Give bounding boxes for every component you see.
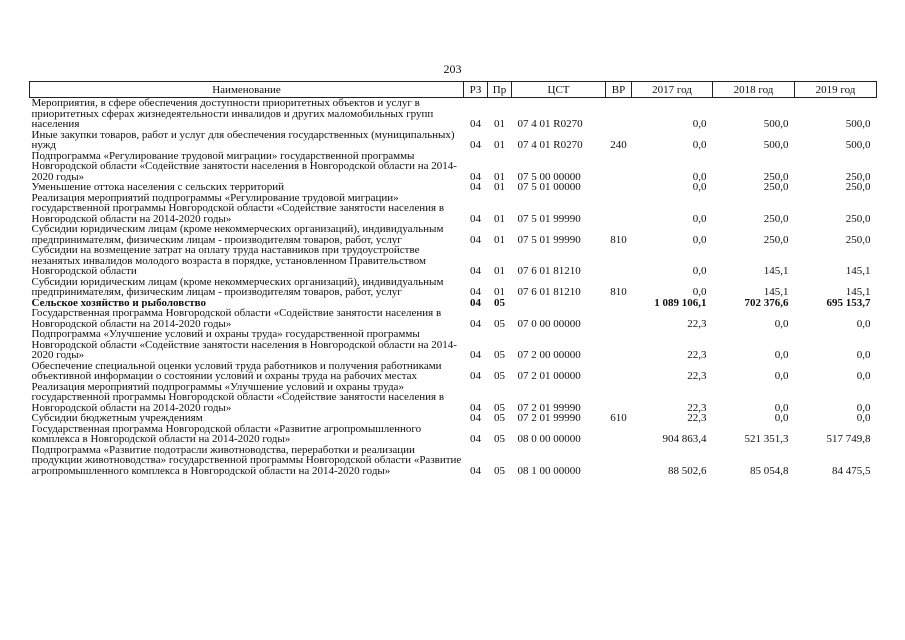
cell-pr: 01 xyxy=(494,170,505,182)
cell-cst: 07 2 01 99990 xyxy=(517,401,581,413)
cell-name: Государственная программа Новгородской области «Содействие занятости населения в Новгородской области на 2014-2020 годы» xyxy=(31,308,442,329)
cell-vr xyxy=(606,193,632,225)
cell-cst: 07 5 00 00000 xyxy=(517,170,581,182)
cell-2017: 0,0 xyxy=(692,286,707,298)
table-row xyxy=(30,130,877,151)
cell-2018: 85 054,8 xyxy=(750,464,789,476)
cell-cst: 07 5 01 00000 xyxy=(517,182,581,193)
cell-2019: 0,0 xyxy=(856,317,871,329)
cell-name: Сельское хозяйство и рыболовство xyxy=(31,297,206,308)
cell-name: Обеспечение специальной оценки условий труда работников и получения работниками объективной информации о состоянии условий и охраны труда на рабочих местах xyxy=(31,360,442,382)
table-row xyxy=(30,224,877,245)
cell-vr: 240 xyxy=(610,139,627,151)
table-row xyxy=(30,424,877,445)
cell-rz: 04 xyxy=(470,433,481,445)
table-row xyxy=(30,245,877,277)
cell-rz: 04 xyxy=(470,233,481,245)
cell-2018: 0,0 xyxy=(774,349,789,361)
cell-name: Иные закупки товаров, работ и услуг для обеспечения государственных (муниципальных) нужд xyxy=(31,129,455,151)
table-row xyxy=(30,98,877,130)
cell-2017: 0,0 xyxy=(692,118,707,130)
cell-pr: 05 xyxy=(494,349,505,361)
table-row xyxy=(30,413,877,424)
cell-2019: 145,1 xyxy=(845,265,871,277)
cell-pr: 05 xyxy=(494,464,505,476)
cell-rz: 04 xyxy=(470,370,481,382)
cell-2018: 500,0 xyxy=(763,139,789,151)
cell-cst: 07 2 00 00000 xyxy=(517,349,581,361)
header-name: Наименование xyxy=(30,82,464,98)
cell-vr xyxy=(606,245,632,277)
cell-2017: 22,3 xyxy=(687,401,707,413)
cell-2018: 250,0 xyxy=(763,170,789,182)
table-row xyxy=(30,151,877,183)
cell-pr: 01 xyxy=(494,286,505,298)
cell-pr: 01 xyxy=(494,212,505,224)
cell-cst: 07 6 01 81210 xyxy=(517,265,581,277)
cell-cst xyxy=(512,298,606,309)
cell-pr: 01 xyxy=(494,139,505,151)
cell-name: Государственная программа Новгородской области «Развитие агропромышленного комплекса в Новгородской области на 2014-2020 годы» xyxy=(31,423,422,445)
cell-rz: 04 xyxy=(470,182,481,193)
cell-rz: 04 xyxy=(470,139,481,151)
cell-cst: 08 0 00 00000 xyxy=(517,433,581,445)
cell-2019: 0,0 xyxy=(856,370,871,382)
header-row xyxy=(30,82,877,98)
cell-2018: 0,0 xyxy=(774,413,789,424)
cell-pr: 01 xyxy=(494,233,505,245)
cell-cst: 08 1 00 00000 xyxy=(517,464,581,476)
cell-2017: 88 502,6 xyxy=(668,464,707,476)
cell-name: Субсидии бюджетным учреждениям xyxy=(31,413,203,424)
cell-name: Субсидии на возмещение затрат на оплату труда наставников при трудоустройстве незанятых инвалидов молодого возраста в порядке, установленном Правительством Новгородской области xyxy=(31,245,427,277)
cell-pr: 01 xyxy=(494,265,505,277)
cell-2019: 145,1 xyxy=(845,286,871,298)
cell-cst: 07 0 00 00000 xyxy=(517,317,581,329)
cell-2018: 250,0 xyxy=(763,212,789,224)
cell-2019: 695 153,7 xyxy=(826,297,871,308)
cell-rz: 04 xyxy=(470,265,481,277)
cell-name: Подпрограмма «Улучшение условий и охраны труда» государственной программы Новгородской области «Содействие занятости населения в Новгородской области на 2014-2020 годы» xyxy=(31,329,457,361)
header-vr: ВР xyxy=(606,82,632,98)
cell-pr: 01 xyxy=(494,182,505,193)
cell-2017: 22,3 xyxy=(687,413,707,424)
cell-2018: 500,0 xyxy=(763,118,789,130)
cell-2019: 500,0 xyxy=(845,139,871,151)
table-row xyxy=(30,329,877,361)
cell-rz: 04 xyxy=(470,349,481,361)
cell-cst: 07 2 01 99990 xyxy=(517,413,581,424)
cell-2019: 84 475,5 xyxy=(832,464,871,476)
budget-table xyxy=(29,81,877,476)
cell-cst: 07 6 01 81210 xyxy=(517,286,581,298)
cell-pr: 05 xyxy=(494,317,505,329)
table-row xyxy=(30,298,877,309)
header-pr: Пр xyxy=(488,82,512,98)
cell-vr xyxy=(606,298,632,309)
cell-vr: 810 xyxy=(610,286,627,298)
cell-2018: 702 376,6 xyxy=(744,297,789,308)
cell-2017: 1 089 106,1 xyxy=(654,297,707,308)
cell-pr: 05 xyxy=(494,401,505,413)
cell-vr xyxy=(606,329,632,361)
header-2018: 2018 год xyxy=(713,82,795,98)
cell-pr: 05 xyxy=(494,433,505,445)
table-row xyxy=(30,308,877,329)
cell-cst: 07 2 01 00000 xyxy=(517,370,581,382)
cell-2017: 22,3 xyxy=(687,370,707,382)
table-row xyxy=(30,445,877,477)
cell-2019: 517 749,8 xyxy=(826,433,871,445)
cell-vr xyxy=(606,308,632,329)
cell-2018: 145,1 xyxy=(763,286,789,298)
cell-vr: 810 xyxy=(610,233,627,245)
cell-name: Подпрограмма «Развитие подотрасли животноводства, переработки и реализации продукции животноводства» государственной программы Новгородской области «Развитие агропромышленного комплекса в Новгородской области на 2014-2020 годы» xyxy=(31,444,462,476)
page-number: 203 xyxy=(443,62,462,76)
header-2019: 2019 год xyxy=(795,82,877,98)
cell-rz: 04 xyxy=(470,212,481,224)
cell-2017: 0,0 xyxy=(692,182,707,193)
cell-2018: 0,0 xyxy=(774,401,789,413)
header-2017: 2017 год xyxy=(632,82,713,98)
cell-2017: 0,0 xyxy=(692,139,707,151)
cell-vr xyxy=(606,424,632,445)
cell-2019: 250,0 xyxy=(845,182,871,193)
cell-name: Реализация мероприятий подпрограммы «Регулирование трудовой миграции» государственной программы Новгородской области «Содействие занятости населения в Новгородской области на 2014-2020 годы» xyxy=(31,192,445,224)
cell-2017: 0,0 xyxy=(692,212,707,224)
cell-2017: 0,0 xyxy=(692,233,707,245)
cell-rz: 04 xyxy=(470,317,481,329)
table-body xyxy=(30,98,877,477)
cell-vr xyxy=(606,382,632,414)
cell-name: Субсидии юридическим лицам (кроме некоммерческих организаций), индивидуальным предпринимателям, физическим лицам - производителям товаров, работ, услуг xyxy=(31,224,444,245)
table-row xyxy=(30,182,877,193)
cell-vr: 610 xyxy=(610,413,627,424)
table-row xyxy=(30,361,877,382)
cell-cst: 07 5 01 99990 xyxy=(517,212,581,224)
cell-vr xyxy=(606,361,632,382)
table-row xyxy=(30,382,877,414)
cell-2019: 250,0 xyxy=(845,170,871,182)
cell-2018: 521 351,3 xyxy=(744,433,789,445)
cell-2019: 500,0 xyxy=(845,118,871,130)
header-cst: ЦСТ xyxy=(512,82,606,98)
cell-2017: 22,3 xyxy=(687,349,707,361)
cell-name: Подпрограмма «Регулирование трудовой миграции» государственной программы Новгородской области «Содействие занятости населения в Новгородской области на 2014-2020 годы» xyxy=(31,150,457,182)
cell-2017: 0,0 xyxy=(692,265,707,277)
cell-2019: 250,0 xyxy=(845,233,871,245)
cell-name: Реализация мероприятий подпрограммы «Улучшение условий и охраны труда» государственной программы Новгородской области «Содействие занятости населения в Новгородской области на 2014-2020 годы» xyxy=(31,381,445,413)
cell-rz: 04 xyxy=(470,297,481,308)
cell-pr: 05 xyxy=(494,297,505,308)
table-row xyxy=(30,193,877,225)
cell-vr xyxy=(606,445,632,477)
cell-vr xyxy=(606,98,632,130)
cell-name: Уменьшение оттока населения с сельских территорий xyxy=(31,182,284,193)
cell-2018: 0,0 xyxy=(774,317,789,329)
cell-2018: 145,1 xyxy=(763,265,789,277)
cell-2017: 904 863,4 xyxy=(662,433,707,445)
cell-2019: 0,0 xyxy=(856,413,871,424)
cell-2018: 250,0 xyxy=(763,182,789,193)
table-row xyxy=(30,277,877,298)
cell-2018: 0,0 xyxy=(774,370,789,382)
cell-cst: 07 4 01 R0270 xyxy=(517,118,583,130)
cell-rz: 04 xyxy=(470,413,481,424)
cell-2019: 0,0 xyxy=(856,401,871,413)
cell-pr: 01 xyxy=(494,118,505,130)
cell-rz: 04 xyxy=(470,401,481,413)
cell-rz: 04 xyxy=(470,286,481,298)
cell-2019: 250,0 xyxy=(845,212,871,224)
cell-vr xyxy=(606,182,632,193)
cell-2017: 0,0 xyxy=(692,170,707,182)
cell-pr: 05 xyxy=(494,413,505,424)
cell-name: Мероприятия, в сфере обеспечения доступности приоритетных объектов и услуг в приоритетных сферах жизнедеятельности инвалидов и других маломобильных групп населения xyxy=(31,97,434,130)
cell-2019: 0,0 xyxy=(856,349,871,361)
cell-2018: 250,0 xyxy=(763,233,789,245)
cell-2017: 22,3 xyxy=(687,317,707,329)
cell-pr: 05 xyxy=(494,370,505,382)
header-rz: РЗ xyxy=(464,82,488,98)
cell-rz: 04 xyxy=(470,170,481,182)
cell-cst: 07 5 01 99990 xyxy=(517,233,581,245)
cell-rz: 04 xyxy=(470,118,481,130)
cell-cst: 07 4 01 R0270 xyxy=(517,139,583,151)
cell-rz: 04 xyxy=(470,464,481,476)
cell-vr xyxy=(606,151,632,183)
cell-name: Субсидии юридическим лицам (кроме некоммерческих организаций), индивидуальным предпринимателям, физическим лицам - производителям товаров, работ, услуг xyxy=(31,276,444,298)
